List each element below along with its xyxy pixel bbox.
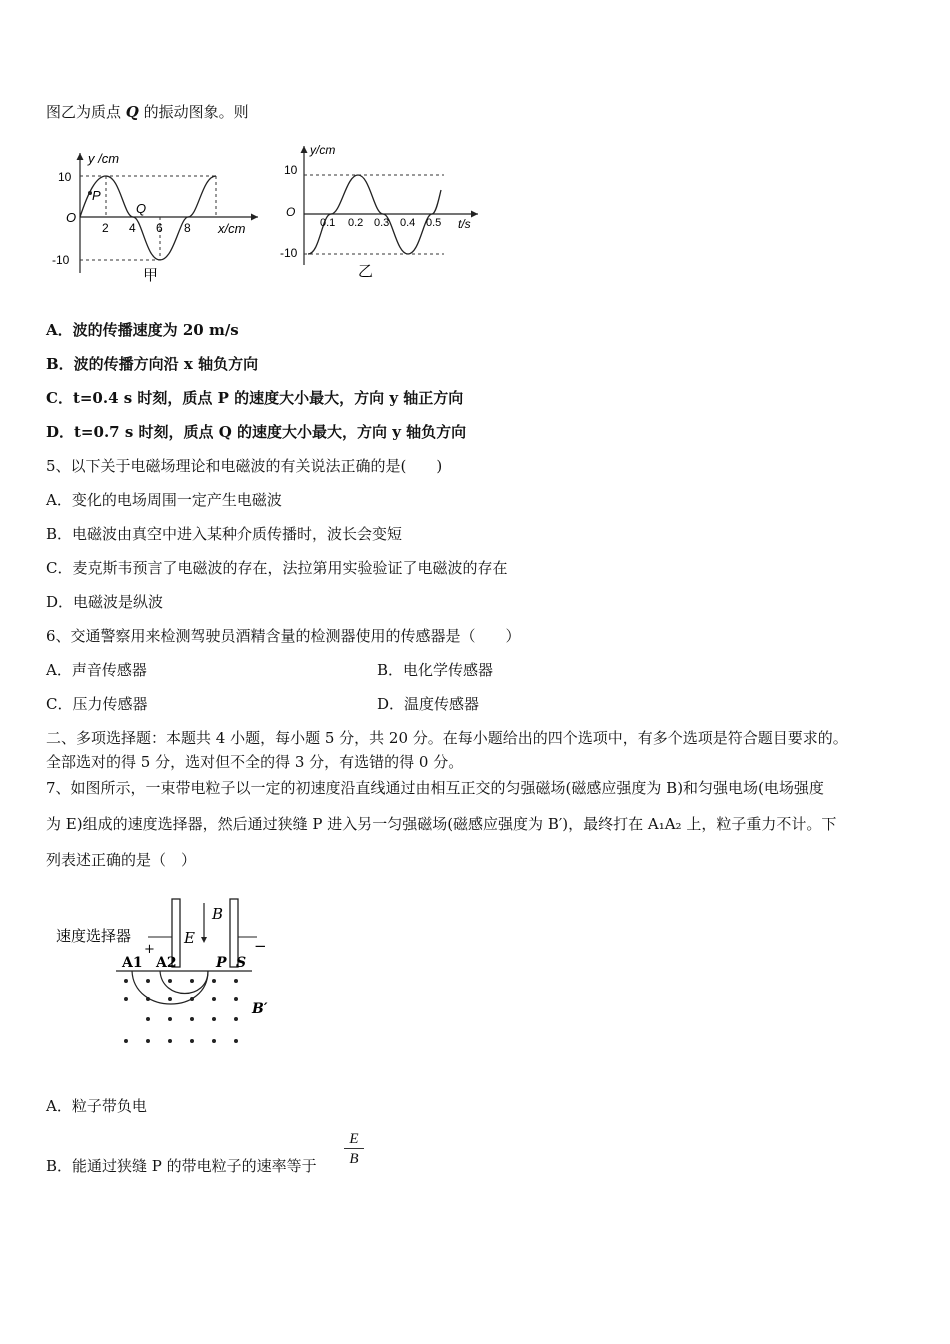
q5-stem: 5、以下关于电磁场理论和电磁波的有关说法正确的是( ) — [46, 457, 443, 475]
q4-option-c[interactable]: C．t=0.4 s 时刻，质点 P 的速度大小最大，方向 y 轴正方向 — [46, 389, 464, 407]
jia-x-tick-4: 4 — [129, 221, 136, 235]
jia-y-tick-bottom: -10 — [52, 253, 70, 267]
label-a2: A2 — [156, 955, 177, 971]
jia-x-label: x/cm — [218, 221, 246, 236]
yi-x-label: t/s — [458, 217, 471, 231]
yi-x-tick-04: 0.4 — [400, 217, 416, 229]
jia-x-tick-6: 6 — [156, 221, 163, 235]
q7-fraction-numerator: E — [349, 1131, 359, 1147]
yi-x-tick-03: 0.3 — [374, 217, 390, 229]
q7-stem-line3: 列表述正确的是（ ） — [46, 851, 197, 869]
q7-fraction-denominator: B — [349, 1151, 359, 1167]
intro-q: Q — [125, 103, 139, 121]
q7-stem-line1: 7、如图所示，一束带电粒子以一定的初速度沿直线通过由相互正交的匀强磁场(磁感应强度为 B)和匀强电场(电场强度 — [46, 779, 824, 797]
q6-option-d[interactable]: D．温度传感器 — [377, 695, 480, 713]
jia-y-tick-top: 10 — [58, 170, 72, 184]
jia-caption: 甲 — [143, 266, 159, 284]
q5-option-b[interactable]: B．电磁波由真空中进入某种介质传播时，波长会变短 — [46, 525, 403, 543]
plus-sign: + — [144, 942, 155, 957]
jia-point-p: P — [92, 188, 101, 203]
q7-option-b[interactable]: B．能通过狭缝 P 的带电粒子的速率等于 — [46, 1157, 317, 1175]
yi-origin: O — [286, 205, 296, 219]
graph-yi — [278, 140, 488, 280]
yi-y-label: y/cm — [310, 143, 336, 157]
q5-option-c[interactable]: C．麦克斯韦预言了电磁波的存在，法拉第用实验验证了电磁波的存在 — [46, 559, 508, 577]
label-p: P — [216, 955, 227, 971]
q4-option-b[interactable]: B．波的传播方向沿 x 轴负方向 — [46, 355, 259, 373]
q6-option-c[interactable]: C．压力传感器 — [46, 695, 148, 713]
trajectory-inner — [160, 971, 208, 994]
intro-line — [46, 102, 249, 122]
intro-post: 的振动图象。则 — [143, 103, 249, 121]
minus-sign: − — [254, 937, 267, 955]
b-arrow-head — [201, 937, 207, 943]
q7-stem-line2: 为 E)组成的速度选择器，然后通过狭缝 P 进入另一匀强磁场(磁感应强度为 B′)，最终打在 A₁A₂ 上，粒子重力不计。下 — [46, 815, 837, 833]
label-s: S — [236, 955, 247, 971]
jia-x-tick-8: 8 — [184, 221, 191, 235]
yi-x-tick-01: 0.1 — [320, 217, 336, 229]
q6-stem: 6、交通警察用来检测驾驶员酒精含量的检测器使用的传感器是（ ） — [46, 627, 521, 645]
section2-line2: 全部选对的得 5 分，选对但不全的得 3 分，有选错的得 0 分。 — [46, 753, 464, 771]
q4-option-a[interactable]: A．波的传播速度为 20 m/s — [46, 321, 239, 339]
yi-y-tick-bottom: -10 — [280, 246, 298, 260]
yi-x-tick-05: 0.5 — [426, 217, 442, 229]
q7-option-a[interactable]: A．粒子带负电 — [46, 1097, 147, 1115]
field-b-label: B — [212, 905, 224, 923]
q5-option-a[interactable]: A．变化的电场周围一定产生电磁波 — [46, 491, 282, 509]
yi-caption: 乙 — [358, 262, 374, 280]
field-e-label: E — [184, 929, 195, 947]
q4-option-d[interactable]: D．t=0.7 s 时刻，质点 Q 的速度大小最大，方向 y 轴负方向 — [46, 423, 467, 441]
jia-point-q: Q — [136, 201, 147, 216]
q6-option-b[interactable]: B．电化学传感器 — [377, 661, 494, 679]
section2-line1: 二、多项选择题：本题共 4 小题，每小题 5 分，共 20 分。在每小题给出的四个选项中，有多个选项是符合题目要求的。 — [46, 729, 848, 747]
q5-option-d[interactable]: D．电磁波是纵波 — [46, 593, 164, 611]
magnetic-field-dots — [124, 979, 238, 1043]
graph-jia — [48, 145, 268, 285]
label-a1: A1 — [122, 955, 143, 971]
intro-pre: 图乙为质点 — [46, 103, 122, 121]
yi-y-tick-top: 10 — [284, 163, 298, 177]
velocity-selector-diagram — [52, 895, 282, 1060]
selector-label: 速度选择器 — [56, 927, 132, 945]
yi-x-tick-02: 0.2 — [348, 217, 364, 229]
label-b-prime: B′ — [252, 1001, 268, 1017]
q6-option-a[interactable]: A．声音传感器 — [46, 661, 147, 679]
jia-y-label: y /cm — [88, 151, 120, 166]
jia-origin: O — [66, 210, 77, 225]
jia-x-tick-2: 2 — [102, 221, 109, 235]
q7-fraction — [344, 1130, 364, 1169]
